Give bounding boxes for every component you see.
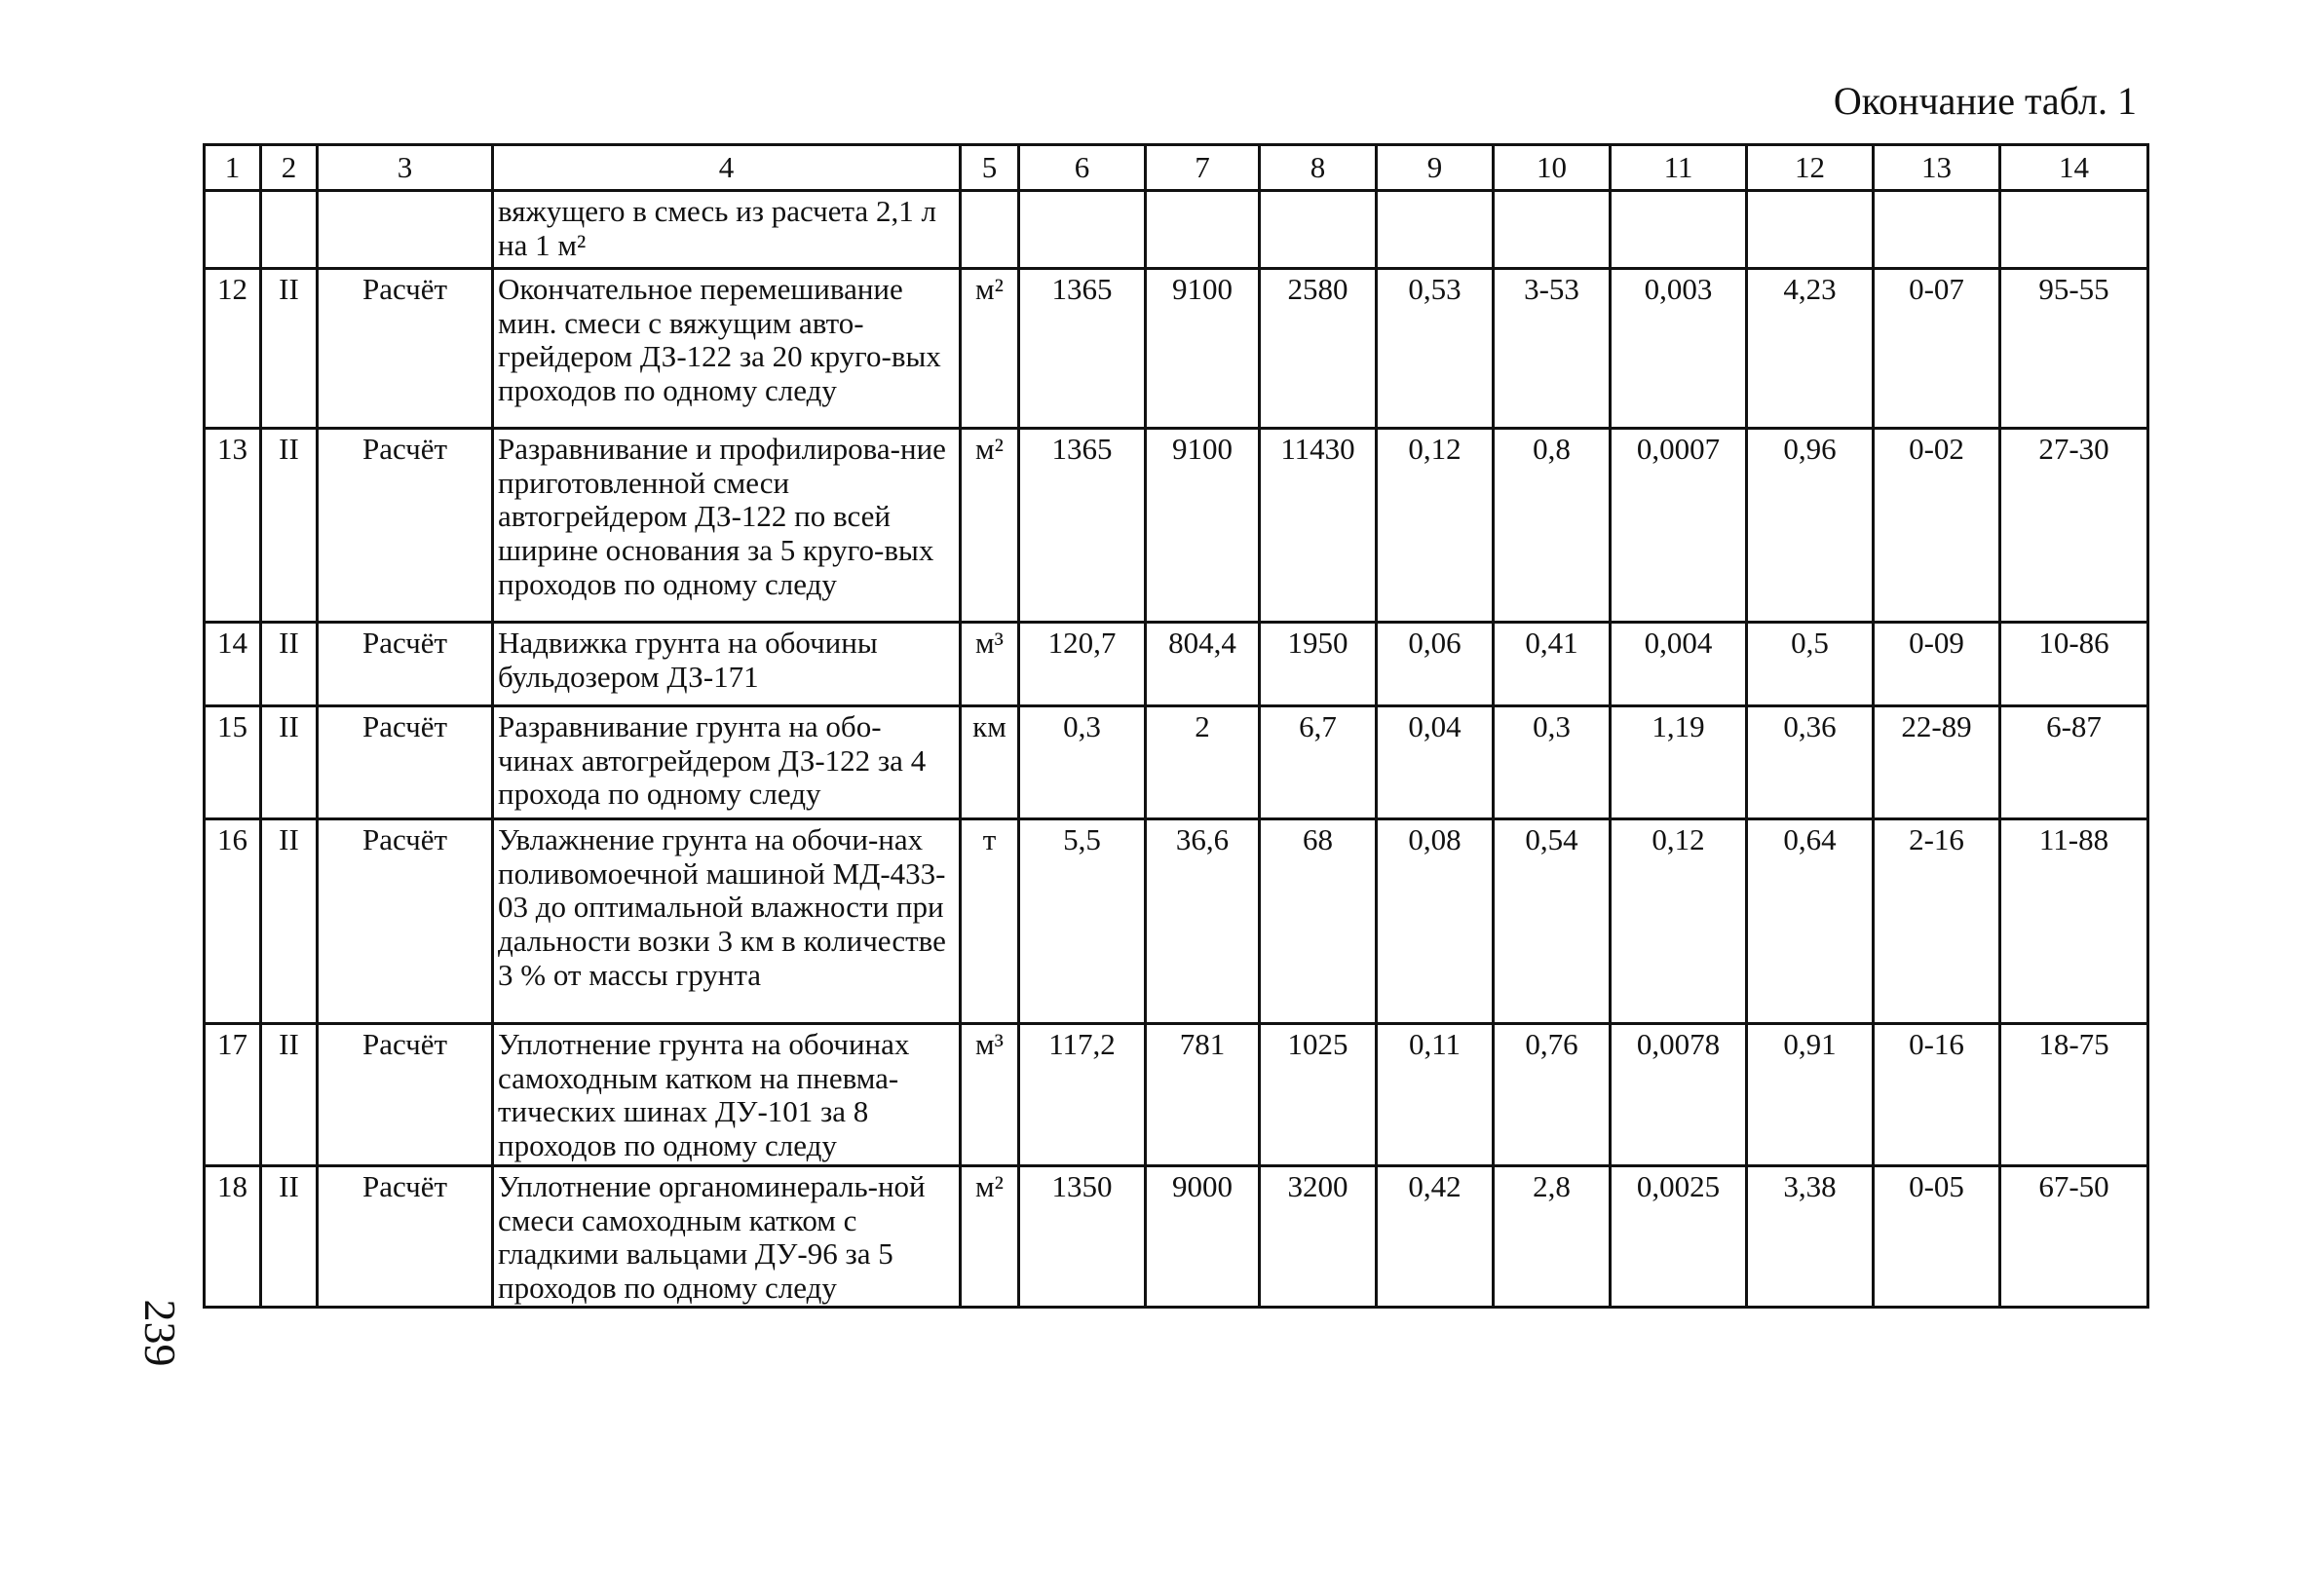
table-cell: 18-75 [2000, 1024, 2148, 1166]
table-cell: 2,8 [1494, 1166, 1611, 1308]
table-cell: 0-16 [1874, 1024, 2000, 1166]
table-cell: 12 [205, 269, 261, 429]
table-cell: 15 [205, 706, 261, 819]
table-cell: 0,64 [1747, 819, 1874, 1024]
table-cell: 6,7 [1260, 706, 1377, 819]
table-cell: 1365 [1019, 429, 1146, 623]
table-cell [1494, 191, 1611, 269]
table-cell: м² [961, 429, 1019, 623]
table-cell: 13 [205, 429, 261, 623]
table-cell: 0,04 [1377, 706, 1494, 819]
table-cell: 0,0007 [1611, 429, 1747, 623]
table-cell: 0,12 [1611, 819, 1747, 1024]
table-cell: 2 [1146, 706, 1260, 819]
table-cell: Расчёт [318, 429, 493, 623]
table-cell: 11-88 [2000, 819, 2148, 1024]
table-cell: м² [961, 269, 1019, 429]
table-cell: 781 [1146, 1024, 1260, 1166]
table-cell: 1950 [1260, 623, 1377, 706]
table-cell: 18 [205, 1166, 261, 1308]
page-number: 239 [135, 1299, 185, 1367]
table-cell: Увлажнение грунта на обочи-нах поливомоечной машиной МД-433-03 до оптимальной влажности при дальности возки 3 км в количестве 3 % от массы грунта [493, 819, 961, 1024]
table-cell: II [261, 1024, 318, 1166]
table-cell: Окончательное перемешивание мин. смеси с вяжущим авто-грейдером ДЗ-122 за 20 круго-вых проходов по одному следу [493, 269, 961, 429]
table-cell [205, 191, 261, 269]
column-header: 12 [1747, 145, 1874, 191]
table-cell: Расчёт [318, 623, 493, 706]
table-cell: Надвижка грунта на обочины бульдозером ДЗ-171 [493, 623, 961, 706]
table-cell: 6-87 [2000, 706, 2148, 819]
table-cell: 9100 [1146, 269, 1260, 429]
table-cell: Разравнивание и профилирова-ние приготовленной смеси автогрейдером ДЗ-122 по всей ширине основания за 5 круго-вых проходов по одному следу [493, 429, 961, 623]
table-cell: т [961, 819, 1019, 1024]
table-cell: м² [961, 1166, 1019, 1308]
table-cell: 2580 [1260, 269, 1377, 429]
table-cell: II [261, 819, 318, 1024]
table-cell: II [261, 706, 318, 819]
table-cell: 0,0025 [1611, 1166, 1747, 1308]
table-cell: 11430 [1260, 429, 1377, 623]
table-cell: 17 [205, 1024, 261, 1166]
table-cell [1260, 191, 1377, 269]
column-header: 5 [961, 145, 1019, 191]
table-cell: Разравнивание грунта на обо-чинах автогрейдером ДЗ-122 за 4 прохода по одному следу [493, 706, 961, 819]
table-cell: Уплотнение органоминераль-ной смеси самоходным катком с гладкими вальцами ДУ-96 за 5 проходов по одному следу [493, 1166, 961, 1308]
table-cell: 0,08 [1377, 819, 1494, 1024]
table-cell: 0,91 [1747, 1024, 1874, 1166]
table-cell: 3-53 [1494, 269, 1611, 429]
table-cell: км [961, 706, 1019, 819]
table-cell: 0,004 [1611, 623, 1747, 706]
table-body [205, 191, 2148, 1308]
table-cell: 67-50 [2000, 1166, 2148, 1308]
table-cell: Расчёт [318, 1024, 493, 1166]
table-cell: 0,76 [1494, 1024, 1611, 1166]
table-cell [1019, 191, 1146, 269]
table-cell: 0,11 [1377, 1024, 1494, 1166]
table-cell: II [261, 1166, 318, 1308]
table-cell: 0,54 [1494, 819, 1611, 1024]
table-cell: 117,2 [1019, 1024, 1146, 1166]
data-table [203, 143, 2149, 1309]
table-cell: 0,5 [1747, 623, 1874, 706]
table-cell: 4,23 [1747, 269, 1874, 429]
column-header: 8 [1260, 145, 1377, 191]
table-cell: 0,36 [1747, 706, 1874, 819]
table-cell [2000, 191, 2148, 269]
table-row [205, 623, 2148, 706]
table-caption: Окончание табл. 1 [1833, 79, 2137, 123]
table-cell [1146, 191, 1260, 269]
table-cell: 3200 [1260, 1166, 1377, 1308]
column-header: 9 [1377, 145, 1494, 191]
table-cell: 0,3 [1494, 706, 1611, 819]
table-cell [1874, 191, 2000, 269]
table-cell: Расчёт [318, 706, 493, 819]
table-row [205, 269, 2148, 429]
table-cell [261, 191, 318, 269]
table-cell [961, 191, 1019, 269]
column-header: 1 [205, 145, 261, 191]
table-cell: 0,003 [1611, 269, 1747, 429]
table-row [205, 191, 2148, 269]
table-cell: 0,3 [1019, 706, 1146, 819]
table-cell: 0,53 [1377, 269, 1494, 429]
column-header: 4 [493, 145, 961, 191]
table-cell: м³ [961, 623, 1019, 706]
table-cell: 2-16 [1874, 819, 2000, 1024]
column-header: 10 [1494, 145, 1611, 191]
table-row [205, 1166, 2148, 1308]
table-cell: Расчёт [318, 1166, 493, 1308]
table-cell [1747, 191, 1874, 269]
table-cell: 0,12 [1377, 429, 1494, 623]
table-cell: 0-07 [1874, 269, 2000, 429]
header-row [205, 145, 2148, 191]
table-cell: м³ [961, 1024, 1019, 1166]
table-cell: вяжущего в смесь из расчета 2,1 л на 1 м² [493, 191, 961, 269]
table-cell: 0,41 [1494, 623, 1611, 706]
table-cell: 10-86 [2000, 623, 2148, 706]
table-row [205, 1024, 2148, 1166]
table-cell: 0,96 [1747, 429, 1874, 623]
table-cell: 0-02 [1874, 429, 2000, 623]
table-cell: 1025 [1260, 1024, 1377, 1166]
table-cell: 68 [1260, 819, 1377, 1024]
column-header: 6 [1019, 145, 1146, 191]
table-row [205, 706, 2148, 819]
table-cell: 0,8 [1494, 429, 1611, 623]
table-cell [1611, 191, 1747, 269]
table-cell: 1,19 [1611, 706, 1747, 819]
table-cell: 95-55 [2000, 269, 2148, 429]
table-row [205, 429, 2148, 623]
table-cell: II [261, 269, 318, 429]
table-cell: 804,4 [1146, 623, 1260, 706]
table-cell: II [261, 429, 318, 623]
table-cell: 1350 [1019, 1166, 1146, 1308]
table-cell: 27-30 [2000, 429, 2148, 623]
table-cell [1377, 191, 1494, 269]
table-cell: Расчёт [318, 269, 493, 429]
column-header: 13 [1874, 145, 2000, 191]
column-header: 14 [2000, 145, 2148, 191]
table-row [205, 819, 2148, 1024]
table-cell: 0,06 [1377, 623, 1494, 706]
table-cell: 9000 [1146, 1166, 1260, 1308]
column-header: 11 [1611, 145, 1747, 191]
table-cell: II [261, 623, 318, 706]
table-cell: 0-05 [1874, 1166, 2000, 1308]
table-cell: 3,38 [1747, 1166, 1874, 1308]
table-cell: 14 [205, 623, 261, 706]
table-cell: Расчёт [318, 819, 493, 1024]
table-cell: 5,5 [1019, 819, 1146, 1024]
table-cell: 36,6 [1146, 819, 1260, 1024]
table-cell: 0-09 [1874, 623, 2000, 706]
column-header: 3 [318, 145, 493, 191]
column-header: 7 [1146, 145, 1260, 191]
table-cell: 0,0078 [1611, 1024, 1747, 1166]
table-cell: Уплотнение грунта на обочинах самоходным катком на пневма-тических шинах ДУ-101 за 8 проходов по одному следу [493, 1024, 961, 1166]
table-cell: 16 [205, 819, 261, 1024]
table-cell: 22-89 [1874, 706, 2000, 819]
table-cell [318, 191, 493, 269]
table-cell: 120,7 [1019, 623, 1146, 706]
column-header: 2 [261, 145, 318, 191]
table-cell: 9100 [1146, 429, 1260, 623]
table-cell: 0,42 [1377, 1166, 1494, 1308]
table-cell: 1365 [1019, 269, 1146, 429]
